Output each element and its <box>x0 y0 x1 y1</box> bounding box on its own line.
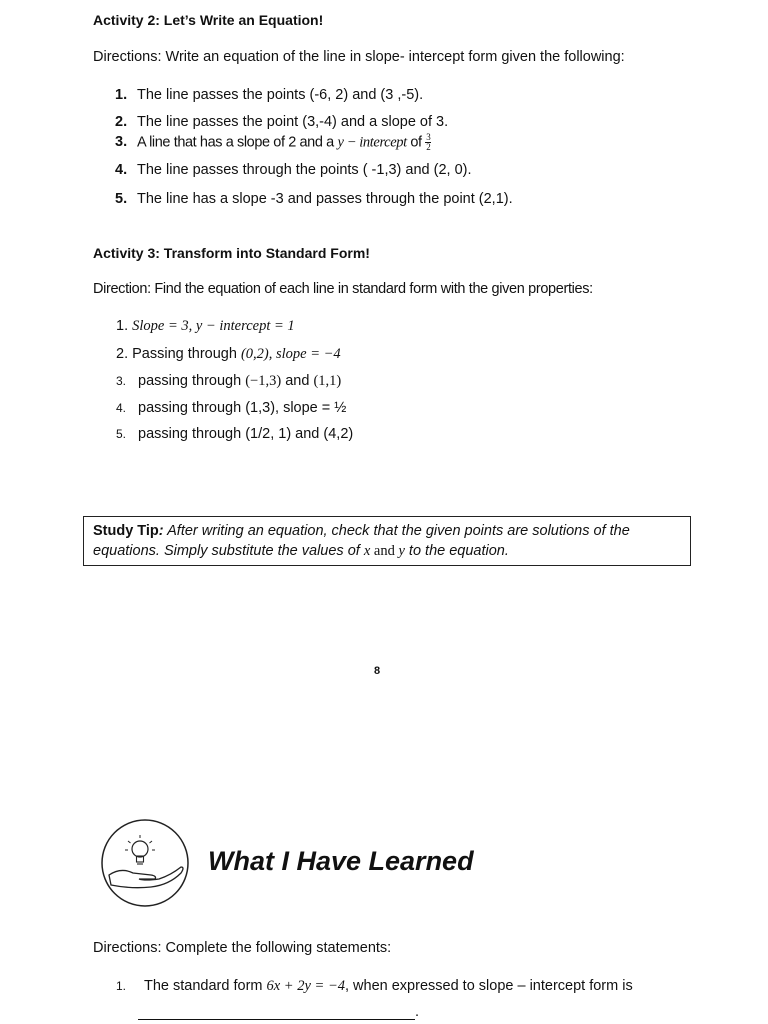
item-text: The standard form <box>144 978 267 994</box>
item-math: (0,2), slope = −4 <box>240 346 341 362</box>
activity2-directions: Directions: Write an equation of the line in slope- intercept form given the following: <box>93 49 625 65</box>
item-number: 1. <box>116 318 129 334</box>
item-math: Slope = 3, y − intercept = 1 <box>132 318 295 334</box>
fraction <box>425 133 431 152</box>
item-math: (−1,3) <box>245 373 282 389</box>
answer-period: . <box>415 1004 420 1020</box>
fraction-numerator: 3 <box>426 132 431 142</box>
study-tip-line2-end: to the equation. <box>404 543 509 559</box>
item-number: 1. <box>116 979 127 993</box>
activity3-directions: Direction: Find the equation of each line in standard form with the given properties: <box>93 281 593 297</box>
list-item <box>116 400 346 416</box>
item-number: 3. <box>116 374 127 388</box>
item-text: passing through <box>138 373 246 389</box>
item-text: passing through (1/2, 1) and (4,2) <box>138 426 354 442</box>
item-number: 3. <box>115 134 128 151</box>
activity3-title: Activity 3: Transform into Standard Form! <box>93 245 370 261</box>
study-tip-line2: equations. Simply substitute the values of <box>93 543 364 559</box>
item-text: The line passes the point (3,-4) and a slope of 3. <box>137 114 449 130</box>
fraction-denominator: 2 <box>426 142 431 152</box>
study-tip-line1: After writing an equation, check that the given points are solutions of the <box>163 523 630 539</box>
item-text: The line has a slope -3 and passes through the point (2,1). <box>137 191 513 207</box>
item-number: 2. <box>115 114 128 130</box>
study-tip-and: and <box>370 543 399 559</box>
list-item <box>116 373 341 390</box>
item-text: , when expressed to slope – intercept form is <box>344 978 633 994</box>
study-tip-box <box>83 516 691 566</box>
list-item <box>115 133 431 152</box>
study-tip-colon: : <box>158 523 164 539</box>
activity2-title: Activity 2: Let’s Write an Equation! <box>93 12 324 28</box>
item-number: 2. <box>116 346 129 362</box>
study-tip-x: x <box>363 543 371 559</box>
study-tip-label: Study Tip <box>93 523 159 539</box>
item-number: 4. <box>116 401 127 415</box>
item-text: The line passes through the points ( -1,3) and (2, 0). <box>137 162 472 178</box>
answer-line <box>138 1004 419 1020</box>
section-directions: Directions: Complete the following statements: <box>93 940 392 956</box>
item-text: Passing through <box>132 346 241 362</box>
item-text: passing through (1,3), slope = ½ <box>138 400 347 416</box>
answer-blank[interactable] <box>138 1005 415 1020</box>
item-text: of <box>406 134 426 151</box>
item-math: y − intercept <box>337 134 407 151</box>
lightbulb-hand-icon <box>99 817 191 909</box>
item-text: The line passes the points (-6, 2) and (3 ,-5). <box>137 87 424 103</box>
list-item <box>116 426 353 442</box>
list-item <box>115 191 513 207</box>
list-item <box>116 318 295 335</box>
study-tip-y: y <box>398 543 405 559</box>
item-number: 1. <box>115 87 128 103</box>
list-item <box>116 346 341 363</box>
item-math: 6x + 2y = −4 <box>266 978 345 994</box>
item-text: and <box>281 373 314 389</box>
item-math: (1,1) <box>313 373 342 389</box>
item-text: A line that has a slope of 2 and a <box>137 134 338 151</box>
list-item <box>115 162 472 178</box>
item-number: 4. <box>115 162 128 178</box>
item-number: 5. <box>115 191 128 207</box>
list-item <box>115 114 448 130</box>
section-title: What I Have Learned <box>208 846 474 876</box>
list-item <box>116 978 633 995</box>
list-item <box>115 87 423 103</box>
item-number: 5. <box>116 427 127 441</box>
page-number: 8 <box>374 665 381 677</box>
